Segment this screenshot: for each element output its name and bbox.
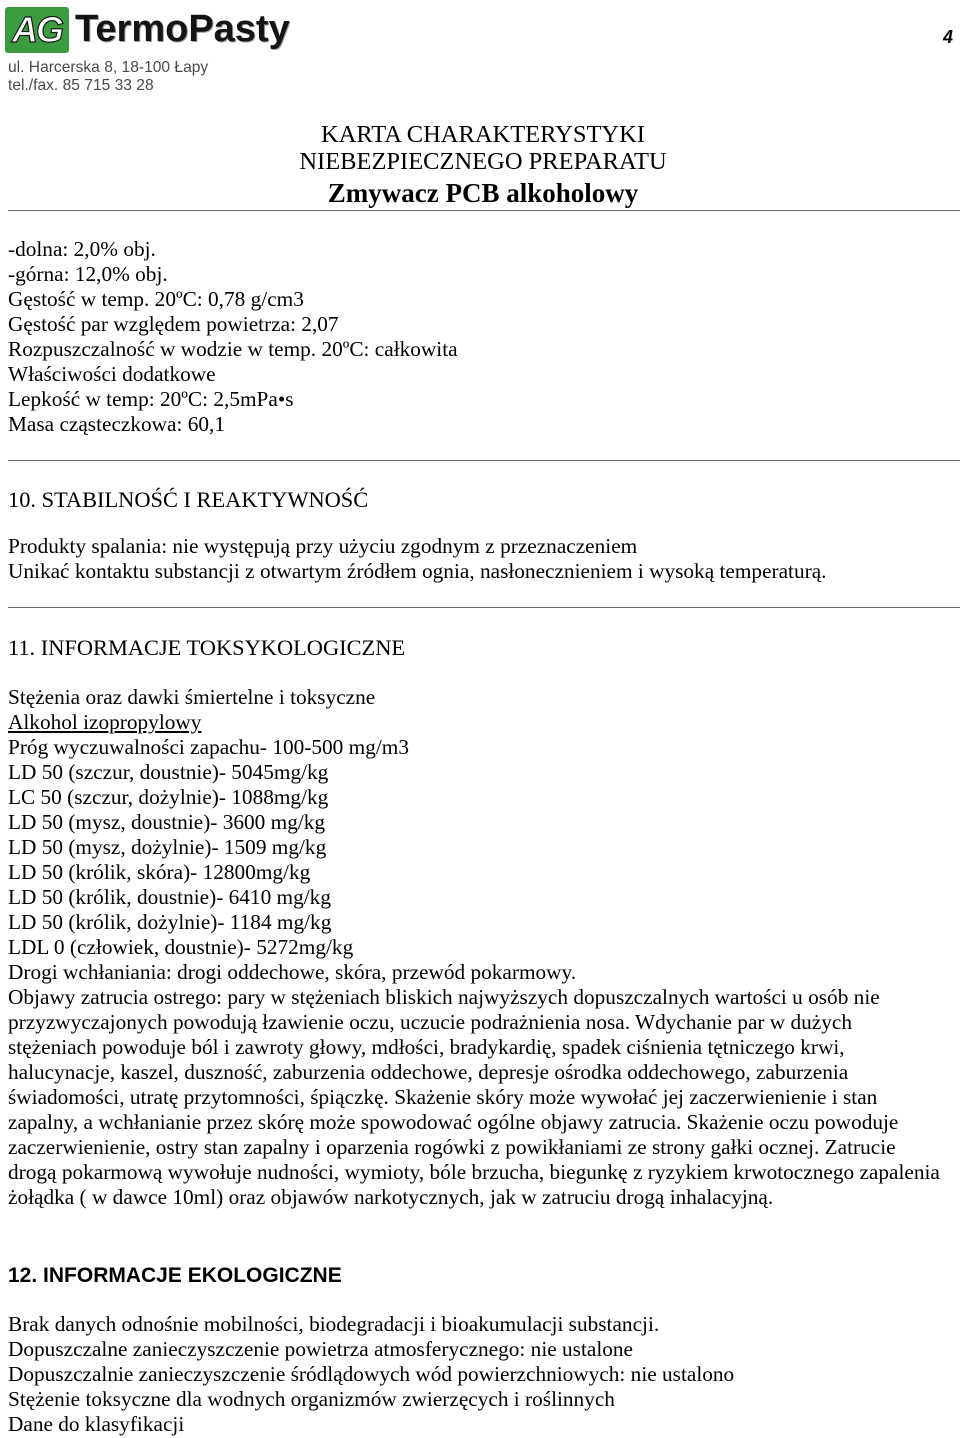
toxicity-value: LD 50 (królik, dożylnie)- 1184 mg/kg <box>8 910 332 934</box>
symptoms-line: drogą pokarmową wywołuje nudności, wymioty, bóle brzucha, biegunkę z ryzykiem krwotocznego zapalenia <box>8 1160 940 1184</box>
property-line: -dolna: 2,0% obj. <box>8 237 156 261</box>
section-11-heading: 11. INFORMACJE TOKSYKOLOGICZNE <box>8 635 406 660</box>
section-divider <box>8 607 960 608</box>
property-line: Rozpuszczalność w wodzie w temp. 20ºC: całkowita <box>8 337 458 361</box>
section-10-heading: 10. STABILNOŚĆ I REAKTYWNOŚĆ <box>8 487 369 512</box>
toxicity-value: LDL 0 (człowiek, doustnie)- 5272mg/kg <box>8 935 354 959</box>
page-number: 4 <box>942 27 953 47</box>
section-divider <box>8 460 960 461</box>
symptoms-line: świadomości, utratę przytomności, śpiączkę. Skażenie skóry może wywołać jej zaczerwienienie i stan <box>8 1085 878 1109</box>
section-12-heading: 12. INFORMACJE EKOLOGICZNE <box>8 1264 342 1287</box>
logo-mark-text: AG <box>12 9 62 50</box>
header-divider <box>8 210 960 211</box>
property-line: -górna: 12,0% obj. <box>8 262 168 286</box>
text-line: Dopuszczalne zanieczyszczenie powietrza atmosferycznego: nie ustalone <box>8 1337 633 1361</box>
exposure-routes: Drogi wchłaniania: drogi oddechowe, skóra, przewód pokarmowy. <box>8 960 577 984</box>
property-line: Właściwości dodatkowe <box>8 362 216 386</box>
company-logo <box>0 0 300 56</box>
symptoms-line: stężeniach powoduje ból i zawroty głowy, mdłości, bradykardię, spadek ciśnienia tętniczego krwi, <box>8 1035 845 1059</box>
toxicity-value: LD 50 (królik, doustnie)- 6410 mg/kg <box>8 885 331 909</box>
section-10-body <box>8 534 958 584</box>
text-line: Stężenie toksyczne dla wodnych organizmów zwierzęcych i roślinnych <box>8 1387 615 1411</box>
address-phone: tel./fax. 85 715 33 28 <box>8 77 154 94</box>
symptoms-line: zapalny, a wchłanianie przez skórę może spowodować ogólne objawy zatrucia. Skażenie oczu powoduje <box>8 1110 899 1134</box>
text-line: Brak danych odnośnie mobilności, biodegradacji i bioakumulacji substancji. <box>8 1312 660 1336</box>
logo-name: TermoPasty <box>75 8 290 50</box>
toxicity-value: LC 50 (szczur, dożylnie)- 1088mg/kg <box>8 785 329 809</box>
properties-list <box>8 237 958 437</box>
symptoms-line: zaczerwienienie, ostry stan zapalny i oparzenia rogówki z powikłaniami ze strony gałki ocznej. Zatrucie <box>8 1135 896 1159</box>
property-line: Gęstość w temp. 20ºC: 0,78 g/cm3 <box>8 287 304 311</box>
property-line: Gęstość par względem powietrza: 2,07 <box>8 312 339 336</box>
symptoms-line: żołądka ( w dawce 10ml) oraz objawów narkotycznych, jak w zatruciu drogą inhalacyjną. <box>8 1185 774 1209</box>
toxicity-value: LD 50 (królik, skóra)- 12800mg/kg <box>8 860 311 884</box>
section-11-body <box>8 685 958 1210</box>
document-title <box>6 121 960 209</box>
toxicity-value: Próg wyczuwalności zapachu- 100-500 mg/m3 <box>8 735 409 759</box>
section-12-body <box>8 1312 958 1437</box>
toxicity-value: LD 50 (mysz, dożylnie)- 1509 mg/kg <box>8 835 327 859</box>
toxicity-value: LD 50 (szczur, doustnie)- 5045mg/kg <box>8 760 329 784</box>
property-line: Masa cząsteczkowa: 60,1 <box>8 412 226 436</box>
symptoms-line: halucynacje, kaszel, duszność, zaburzenia oddechowe, depresje ośrodka oddechowego, zaburzenia <box>8 1060 849 1084</box>
text-line: Dane do klasyfikacji <box>8 1412 185 1436</box>
toxicity-intro: Stężenia oraz dawki śmiertelne i toksyczne <box>8 685 376 709</box>
product-name: Zmywacz PCB alkoholowy <box>327 178 639 208</box>
substance-name: Alkohol izopropylowy <box>8 710 202 734</box>
toxicity-value: LD 50 (mysz, doustnie)- 3600 mg/kg <box>8 810 326 834</box>
address-street: ul. Harcerska 8, 18-100 Łapy <box>8 59 209 76</box>
text-line: Unikać kontaktu substancji z otwartym źródłem ognia, nasłonecznieniem i wysoką temperaturą. <box>8 559 827 583</box>
logo-mark <box>5 7 69 53</box>
symptoms-line: przyzwyczajonych powodują łzawienie oczu, uczucie podrażnienia nosa. Wdychanie par w dużych <box>8 1010 853 1034</box>
property-line: Lepkość w temp: 20ºC: 2,5mPa•s <box>8 387 294 411</box>
company-address <box>8 59 208 95</box>
title-line-2: NIEBEZPIECZNEGO PREPARATU <box>299 148 667 175</box>
symptoms-line: Objawy zatrucia ostrego: pary w stężeniach bliskich najwyższych dopuszczalnych wartości u osób nie <box>8 985 880 1009</box>
text-line: Produkty spalania: nie występują przy użyciu zgodnym z przeznaczeniem <box>8 534 638 558</box>
title-line-1: KARTA CHARAKTERYSTYKI <box>321 121 645 148</box>
text-line: Dopuszczalnie zanieczyszczenie śródlądowych wód powierzchniowych: nie ustalono <box>8 1362 735 1386</box>
